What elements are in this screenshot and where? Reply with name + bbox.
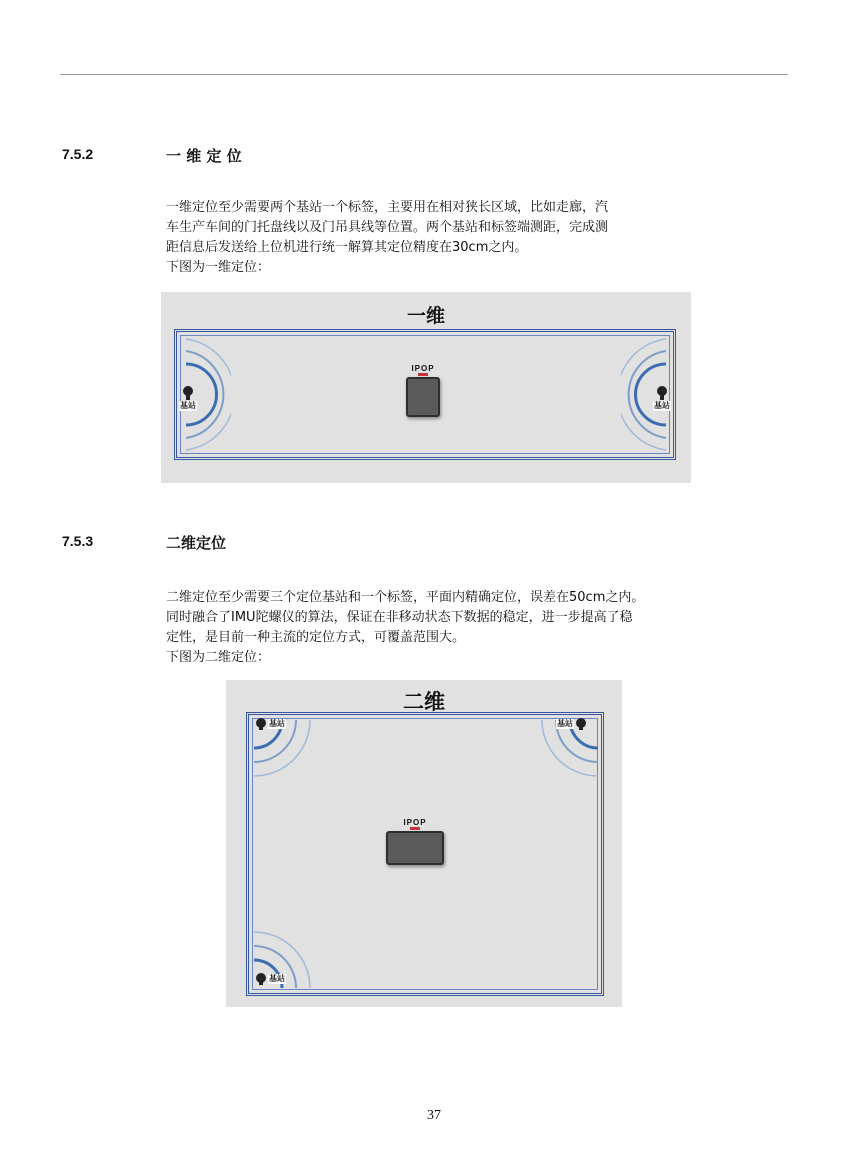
anchor-icon bbox=[255, 973, 267, 985]
device-label: IPOP bbox=[411, 364, 435, 373]
tag-device bbox=[386, 818, 444, 865]
device-icon bbox=[386, 831, 444, 865]
section-title: 二维定位 bbox=[166, 534, 227, 552]
section-number: 7.5.2 bbox=[62, 146, 94, 162]
section-paragraph: 一维定位至少需要两个基站一个标签，主要用在相对狭长区域，比如走廊，汽 车生产车间的门托盘线以及门吊具线等位置。两个基站和标签端测距，完成测 距信息后发送给上位机进行统一解算其定位精度在30cm之内。 下图为一维定位： bbox=[166, 200, 609, 275]
header-rule bbox=[60, 74, 788, 75]
section-number: 7.5.3 bbox=[62, 533, 94, 549]
anchor-bottom-left bbox=[255, 973, 286, 985]
anchor-label: 基站 bbox=[180, 401, 196, 410]
device-label: IPOP bbox=[403, 818, 427, 827]
anchor-icon bbox=[656, 386, 668, 400]
page-number: 37 bbox=[427, 1108, 441, 1123]
figure-2d bbox=[226, 680, 622, 1007]
anchor-icon bbox=[575, 718, 587, 730]
anchor-label: 基站 bbox=[654, 401, 670, 410]
device-icon bbox=[406, 377, 440, 417]
anchor-label: 基站 bbox=[557, 719, 573, 728]
figure-title: 一维 bbox=[406, 305, 445, 327]
section-paragraph: 二维定位至少需要三个定位基站和一个标签，平面内精确定位，误差在50cm之内。 同时融合了IMU陀螺仪的算法，保证在非移动状态下数据的稳定，进一步提高了稳 定性，是目前一种主流的定位方式，可覆盖范围大。 下图为二维定位： bbox=[166, 590, 645, 665]
anchor-left bbox=[179, 386, 197, 411]
anchor-top-right bbox=[556, 718, 587, 730]
anchor-top-left bbox=[255, 718, 286, 730]
anchor-right bbox=[653, 386, 671, 411]
figure-title: 二维 bbox=[403, 690, 445, 714]
anchor-label: 基站 bbox=[269, 719, 285, 728]
figure-1d bbox=[161, 292, 691, 483]
tag-device bbox=[406, 364, 440, 417]
anchor-label: 基站 bbox=[269, 974, 285, 983]
anchor-icon bbox=[255, 718, 267, 730]
anchor-icon bbox=[182, 386, 194, 400]
section-title: 一 维 定 位 bbox=[166, 147, 242, 165]
